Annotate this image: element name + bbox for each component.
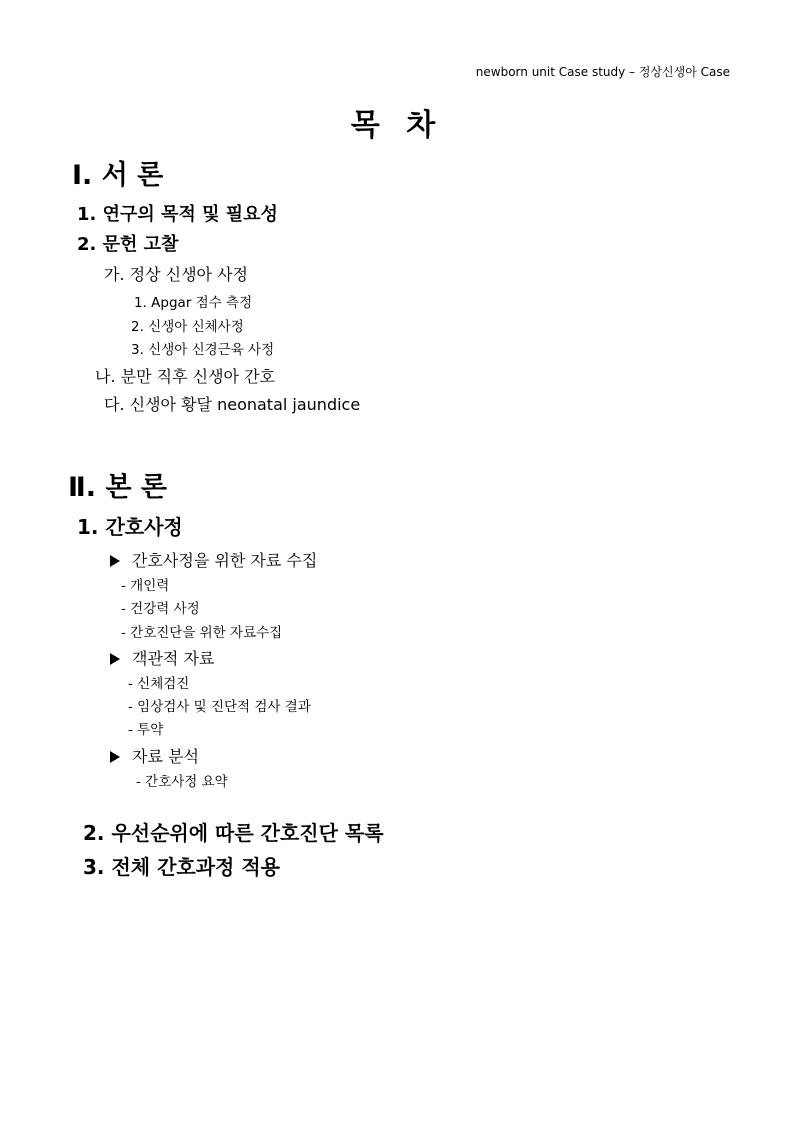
bullet-label: 자료 분석 <box>132 747 199 766</box>
bullet-group-objective-data <box>110 651 214 667</box>
page-header: newborn unit Case study – 정상신생아 Case <box>475 65 730 79</box>
toc-subitem: - 간호진단을 위한 자료수집 <box>121 625 283 641</box>
page-title: 목 차 <box>350 108 444 143</box>
triangle-bullet-icon <box>110 555 120 567</box>
toc-subsection-ga: 가. 정상 신생아 사정 <box>104 265 248 284</box>
toc-item: 1. 연구의 목적 및 필요성 <box>77 204 278 225</box>
toc-item: 3. 전체 간호과정 적용 <box>83 855 280 879</box>
triangle-bullet-icon <box>110 653 120 665</box>
toc-subitem: - 임상검사 및 진단적 검사 결과 <box>128 699 311 715</box>
toc-subitem: - 건강력 사정 <box>121 601 200 617</box>
toc-subitem: 3. 신생아 신경근육 사정 <box>131 342 275 358</box>
bullet-group-data-analysis <box>110 749 199 765</box>
bullet-label: 객관적 자료 <box>132 649 215 668</box>
toc-subitem: - 개인력 <box>121 578 170 594</box>
section-2-heading: Ⅱ. 본 론 <box>68 472 168 503</box>
toc-item: 2. 문헌 고찰 <box>77 234 179 255</box>
toc-subitem: - 투약 <box>128 722 164 738</box>
toc-subitem: - 신체검진 <box>128 676 190 692</box>
toc-subsection-na: 나. 분만 직후 신생아 간호 <box>95 367 275 386</box>
toc-item: 2. 우선순위에 따른 간호진단 목록 <box>83 821 384 845</box>
toc-subitem: 1. Apgar 점수 측정 <box>134 295 253 311</box>
toc-item: 1. 간호사정 <box>77 515 183 539</box>
toc-subitem: - 간호사정 요약 <box>136 774 228 790</box>
triangle-bullet-icon <box>110 751 120 763</box>
bullet-label: 간호사정을 위한 자료 수집 <box>132 551 318 570</box>
bullet-group-data-collection <box>110 553 317 569</box>
toc-subsection-da: 다. 신생아 황달 neonatal jaundice <box>104 395 361 414</box>
section-1-heading: Ⅰ. 서 론 <box>72 160 164 191</box>
toc-subitem: 2. 신생아 신체사정 <box>131 319 244 335</box>
